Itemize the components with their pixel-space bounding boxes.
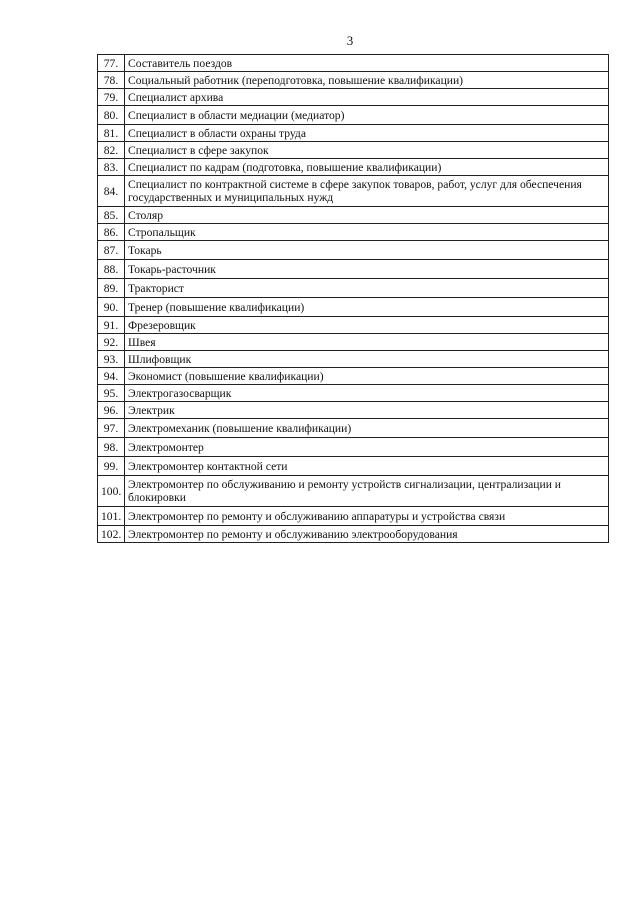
profession-name: Токарь <box>125 241 609 260</box>
profession-name: Токарь-расточник <box>125 260 609 279</box>
table-row <box>98 260 609 279</box>
row-number: 88. <box>98 260 125 279</box>
row-number: 82. <box>98 142 125 159</box>
profession-name: Электромонтер по ремонту и обслуживанию электрооборудования <box>125 526 609 543</box>
table-row <box>98 419 609 438</box>
profession-name: Экономист (повышение квалификации) <box>125 368 609 385</box>
row-number: 94. <box>98 368 125 385</box>
table-row <box>98 457 609 476</box>
table-row <box>98 526 609 543</box>
row-number: 80. <box>98 106 125 125</box>
professions-table <box>97 54 609 543</box>
row-number: 102. <box>98 526 125 543</box>
row-number: 87. <box>98 241 125 260</box>
profession-name: Специалист в области медиации (медиатор) <box>125 106 609 125</box>
table-row <box>98 176 609 207</box>
profession-name: Фрезеровщик <box>125 317 609 334</box>
table-row <box>98 55 609 72</box>
table-row <box>98 402 609 419</box>
row-number: 97. <box>98 419 125 438</box>
profession-name: Шлифовщик <box>125 351 609 368</box>
profession-name: Швея <box>125 334 609 351</box>
row-number: 79. <box>98 89 125 106</box>
table-row <box>98 476 609 507</box>
table-row <box>98 334 609 351</box>
profession-name: Столяр <box>125 207 609 224</box>
row-number: 98. <box>98 438 125 457</box>
table-row <box>98 368 609 385</box>
table-row <box>98 241 609 260</box>
profession-name: Электромонтер контактной сети <box>125 457 609 476</box>
table-row <box>98 142 609 159</box>
row-number: 78. <box>98 72 125 89</box>
table-row <box>98 159 609 176</box>
table-row <box>98 72 609 89</box>
row-number: 77. <box>98 55 125 72</box>
row-number: 99. <box>98 457 125 476</box>
row-number: 84. <box>98 176 125 207</box>
table-row <box>98 351 609 368</box>
table-row <box>98 279 609 298</box>
table-row <box>98 385 609 402</box>
table-body <box>98 55 609 543</box>
profession-name: Специалист в сфере закупок <box>125 142 609 159</box>
profession-name: Электромонтер по обслуживанию и ремонту устройств сигнализации, централизации и блокировки <box>125 476 609 507</box>
table-row <box>98 89 609 106</box>
profession-name: Специалист по кадрам (подготовка, повышение квалификации) <box>125 159 609 176</box>
row-number: 91. <box>98 317 125 334</box>
profession-name: Специалист по контрактной системе в сфере закупок товаров, работ, услуг для обеспечения государственных и муниципальных нужд <box>125 176 609 207</box>
profession-name: Тракторист <box>125 279 609 298</box>
profession-name: Электрогазосварщик <box>125 385 609 402</box>
table-row <box>98 507 609 526</box>
profession-name: Социальный работник (переподготовка, повышение квалификации) <box>125 72 609 89</box>
row-number: 86. <box>98 224 125 241</box>
profession-name: Электромеханик (повышение квалификации) <box>125 419 609 438</box>
table-row <box>98 317 609 334</box>
table-row <box>98 106 609 125</box>
profession-name: Тренер (повышение квалификации) <box>125 298 609 317</box>
table-row <box>98 298 609 317</box>
row-number: 83. <box>98 159 125 176</box>
page-number: 3 <box>346 33 354 48</box>
row-number: 101. <box>98 507 125 526</box>
table-row <box>98 438 609 457</box>
row-number: 95. <box>98 385 125 402</box>
row-number: 85. <box>98 207 125 224</box>
profession-name: Стропальщик <box>125 224 609 241</box>
table-row <box>98 207 609 224</box>
table-row <box>98 224 609 241</box>
row-number: 89. <box>98 279 125 298</box>
row-number: 81. <box>98 125 125 142</box>
row-number: 92. <box>98 334 125 351</box>
row-number: 90. <box>98 298 125 317</box>
profession-name: Специалист в области охраны труда <box>125 125 609 142</box>
profession-name: Составитель поездов <box>125 55 609 72</box>
row-number: 96. <box>98 402 125 419</box>
row-number: 100. <box>98 476 125 507</box>
row-number: 93. <box>98 351 125 368</box>
profession-name: Специалист архива <box>125 89 609 106</box>
profession-name: Электромонтер <box>125 438 609 457</box>
table-row <box>98 125 609 142</box>
profession-name: Электромонтер по ремонту и обслуживанию аппаратуры и устройства связи <box>125 507 609 526</box>
profession-name: Электрик <box>125 402 609 419</box>
